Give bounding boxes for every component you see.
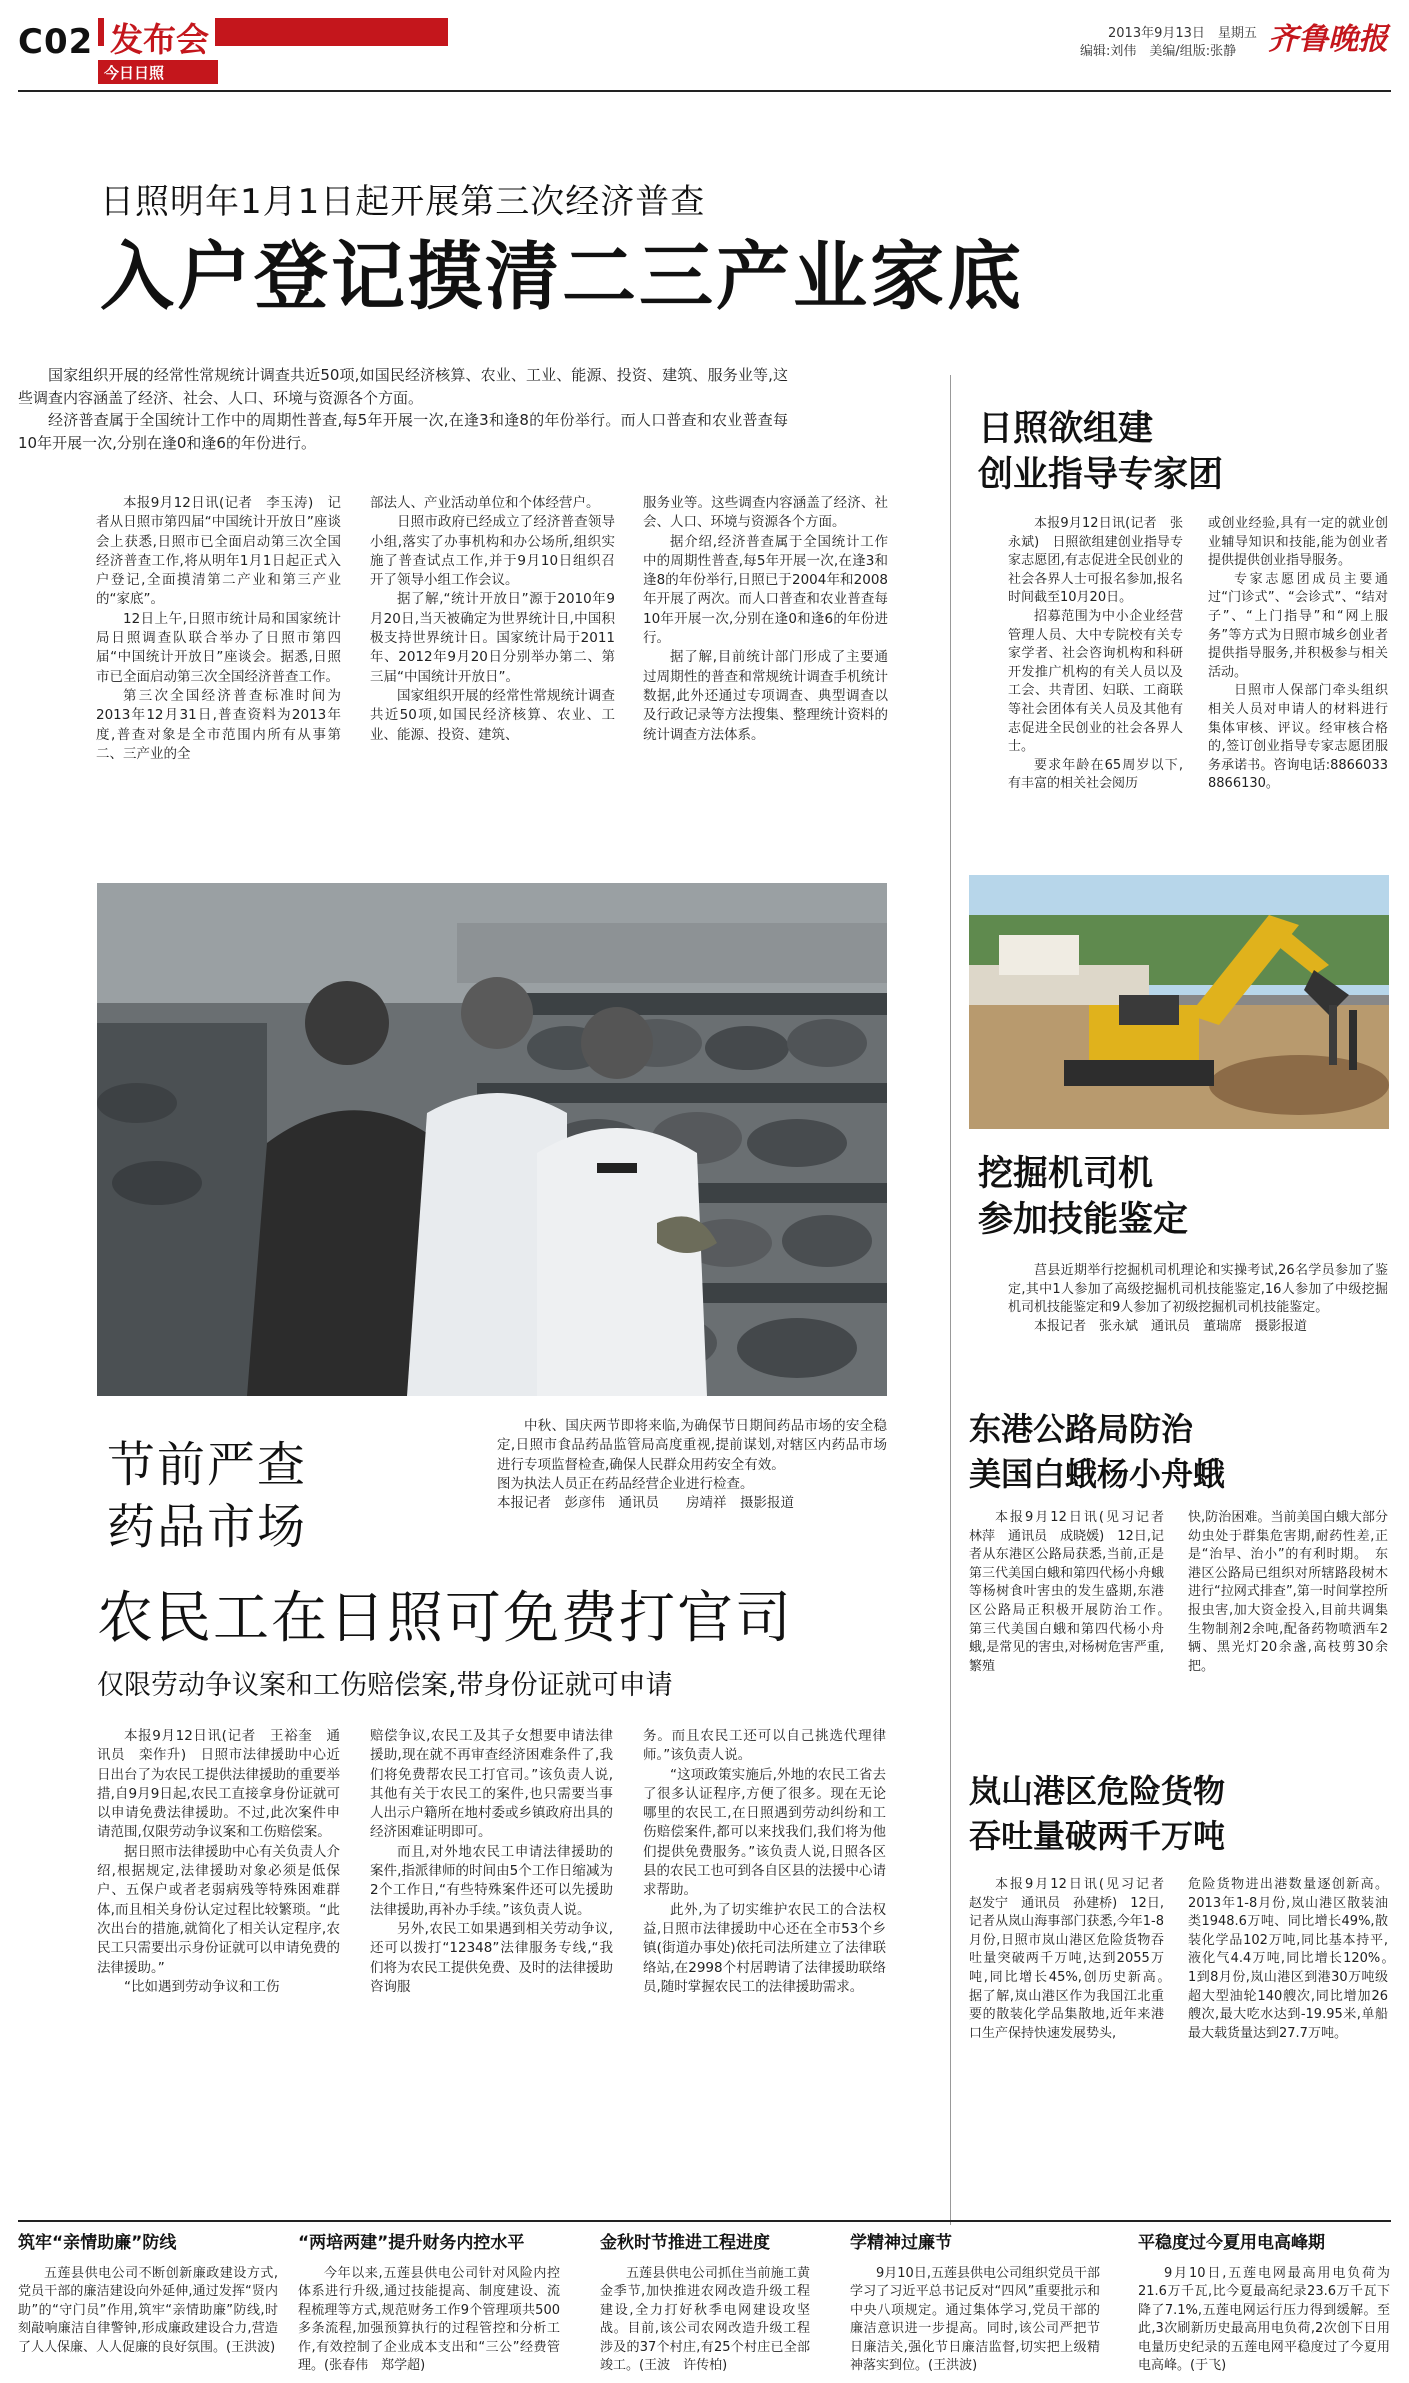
lead-paragraph-1: 国家组织开展的经常性常规统计调查共近50项,如国民经济核算、农业、工业、能源、投资、建筑、服务业等,这些调查内容涵盖了经济、社会、人口、环境与资源各个方面。 (18, 366, 788, 407)
expert-col1-p2: 招募范围为中小企业经营管理人员、大中专院校有关专家学者、社会咨询机构和科研开发推广机构的有关人员以及工会、共青团、妇联、工商联等社会团体有关人员及其他有志促进全民创业的社会各界人士。 (1008, 608, 1183, 755)
legal-col3-p1: 务。而且农民工还可以自己挑选代理律师。”该负责人说。 (643, 1728, 886, 1764)
excavator-photo-image (969, 875, 1389, 1129)
expert-col1-p1: 本报9月12日讯(记者 张永斌) 日照欲组建创业指导专家志愿团,有志促进全民创业的社会各界人士可报名参加,报名时间截至10月20日。 (1008, 516, 1183, 606)
legal-col2-p3: 另外,农民工如果遇到相关劳动争议,还可以拨打“12348”法律服务专线,“我们将为农民工提供免费、及时的法律援助咨询服 (370, 1920, 613, 1995)
expert-col2-p1: 或创业经验,具有一定的就业创业辅导知识和技能,能为创业者提供提供创业指导服务。 (1208, 516, 1388, 569)
bottom-brief-4-body: 9月10日,五莲县供电公司组织党员干部学习了习近平总书记反对“四风”重要批示和中央八项规定。通过集体学习,党员干部的廉洁意识进一步提高。同时,该公司严把节日廉洁关,强化节日廉洁监督,切实把上级精神落实到位。(王洪波) (850, 2266, 1100, 2374)
expert-col2-p2: 专家志愿团成员主要通过“门诊式”、“会诊式”、“结对子”、“上门指导”和“网上服务”等方式为日照市城乡创业者提供指导服务,并积极参与相关活动。 (1208, 571, 1388, 680)
legal-col-2 (370, 1727, 613, 1997)
main-col1-p3: 第三次全国经济普查标准时间为2013年12月31日,普查资料为2013年度,普查对象是全市范围内所有从事第二、三产业的全 (96, 687, 341, 762)
bottom-brief-3-title: 金秋时节推进工程进度 (600, 2233, 770, 2253)
port-headline-line2: 吞吐量破两千万吨 (969, 1817, 1226, 1855)
expert-headline-line1: 日照欲组建 (978, 409, 1154, 449)
legal-headline: 农民工在日照可免费打官司 (97, 1586, 793, 1651)
drug-caption (497, 1417, 887, 1513)
pest-headline-line1: 东港公路局防治 (969, 1410, 1194, 1448)
bottom-rule (18, 2220, 1391, 2222)
excavator-text (1008, 1262, 1388, 1336)
bottom-brief-1 (18, 2228, 278, 2357)
excavator-photo (969, 875, 1389, 1129)
bottom-brief-4 (850, 2228, 1100, 2375)
bottom-brief-2-title: “两培两建”提升财务内控水平 (298, 2233, 525, 2253)
legal-subhead: 仅限劳动争议案和工伤赔偿案,带身份证就可申请 (97, 1670, 673, 1701)
legal-col2-p1: 赔偿争议,农民工及其子女想要申请法律援助,现在就不再审查经济困难条件了,我们将免费帮农民工打官司。”该负责人说,其他有关于农民工的案件,也只需要当事人出示户籍所在地村委或乡镇政府出具的经济困难证明即可。 (370, 1728, 613, 1841)
port-col-1: 本报9月12日讯(见习记者 赵发宁 通讯员 孙建桥) 12日,记者从岚山海事部门获悉,今年1-8月份,日照市岚山港区危险货物吞吐量突破两千万吨,达到2055万吨,同比增长45%,创历史新高。 据了解,岚山港区作为我国江北重要的散装化学品集散地,近年来港口生产保持快速发展势头, (969, 1877, 1178, 2041)
drug-inspection-photo (97, 883, 887, 1396)
drug-headline-line2: 药品市场 (107, 1499, 308, 1555)
legal-col1-p2: 据日照市法律援助中心有关负责人介绍,根据规定,法律援助对象必须是低保户、五保户或者老弱病残等特殊困难群体,而且相关身份认定过程比较繁琐。“此次出台的措施,就简化了相关认定程序,农民工只需要出示身份证就可以申请免费的法律援助。” (97, 1843, 340, 1976)
bottom-brief-2-body: 今年以来,五莲县供电公司针对风险内控体系进行升级,通过技能提高、制度建设、流程梳理等方式,规范财务工作9个管理项共500多条流程,加强预算执行的过程管控和分析工作,有效控制了企业成本支出和“三公”经费管理。(张春伟 郑学超) (298, 2266, 560, 2374)
port-headline-line1: 岚山港区危险货物 (969, 1772, 1226, 1810)
legal-col-3 (643, 1727, 886, 1997)
main-kicker: 日照明年1月1日起开展第三次经济普查 (100, 182, 706, 222)
editors: 编辑:刘伟 美编/组版:张静 (1080, 44, 1237, 59)
port-col-2: 危险货物进出港数量逐创新高。2013年1-8月份,岚山港区散装油类1948.6万吨、同比增长49%,散装化学品102万吨,同比基本持平,液化气4.4万吨,同比增长120%。 1到8月份,岚山港区到港30万吨级超大型油轮140艘次,同比增加26艘次,最大吃水达到-19.95米,单船最大载货量达到27.7万吨。 (1188, 1877, 1402, 2041)
expert-col1-p3: 要求年龄在65周岁以下,有丰富的相关社会阅历 (1008, 757, 1183, 792)
page-header (0, 0, 1409, 90)
main-col2-p1: 部法人、产业活动单位和个体经营户。 (370, 495, 600, 511)
bottom-brief-1-body: 五莲县供电公司不断创新廉政建设方式,党员干部的廉洁建设向外延伸,通过发挥“贤内助”的“守门员”作用,筑牢“亲情助廉”防线,时刻敲响廉洁自律警钟,形成廉政建设合力,营造了人人保廉、人人促廉的良好氛围。(王洪波) (18, 2266, 278, 2355)
bottom-brief-4-title: 学精神过廉节 (850, 2233, 952, 2253)
right-col-divider (950, 375, 951, 2225)
section-title: 发布会 (104, 14, 215, 61)
pest-col-2: 快,防治困难。当前美国白蛾大部分幼虫处于群集危害期,耐药性差,正是“治早、治小”的有利时期。 东港区公路局已组织对所辖路段树木进行“拉网式排查”,第一时间掌控所报虫害,加大资金投入,目前共调集生物制剂2余吨,配备药物喷洒车2辆、黑光灯20余盏,高枝剪30余把。 (1188, 1510, 1388, 1674)
header-rule (18, 90, 1391, 92)
bottom-brief-3-body: 五莲县供电公司抓住当前施工黄金季节,加快推进农网改造升级工程建设,全力打好秋季电网建设攻坚战。目前,该公司农网改造升级工程涉及的37个村庄,有25个村庄已全部竣工。(王波 许传柏) (600, 2266, 810, 2374)
drug-inspection-photo-image (97, 883, 887, 1396)
masthead-logo: 齐鲁晚报 (1268, 22, 1388, 57)
issue-date: 2013年9月13日 星期五 (1108, 26, 1257, 41)
bottom-brief-2 (298, 2228, 560, 2375)
excavator-body: 莒县近期举行挖掘机司机理论和实操考试,26名学员参加了鉴定,其中1人参加了高级挖掘机司机技能鉴定,16人参加了中级挖掘机司机技能鉴定和9人参加了初级挖掘机司机技能鉴定。 (1008, 1263, 1388, 1316)
drug-credit: 本报记者 彭彦伟 通讯员 房靖祥 摄影报道 (497, 1495, 794, 1512)
main-col-2 (370, 494, 615, 745)
main-col1-p1: 本报9月12日讯(记者 李玉涛) 记者从日照市第四届“中国统计开放日”座谈会上获悉,日照市已全面启动第三次全国经济普查工作,将从明年1月1日起正式入户登记,全面摸清第二产业和第三产业的“家底”。 (96, 495, 341, 608)
pest-headline-line2: 美国白蛾杨小舟蛾 (969, 1455, 1226, 1493)
excavator-headline-line2: 参加技能鉴定 (978, 1200, 1189, 1240)
expert-col-1 (1008, 515, 1183, 794)
bottom-brief-3 (600, 2228, 810, 2375)
legal-col2-p2: 而且,对外地农民工申请法律援助的案件,指派律师的时间由5个工作日缩减为2个工作日,“有些特殊案件还可以先援助法律援助,再补办手续。”该负责人说。 (370, 1843, 613, 1918)
expert-headline-line2: 创业指导专家团 (978, 455, 1224, 495)
legal-col1-p3: “比如遇到劳动争议和工伤 (124, 1978, 280, 1995)
drug-caption-text: 中秋、国庆两节即将来临,为确保节日期间药品市场的安全稳定,日照市食品药品监管局高度重视,提前谋划,对辖区内药品市场进行专项监督检查,确保人民群众用药安全有效。 (497, 1418, 887, 1473)
excavator-headline-line1: 挖掘机司机 (978, 1154, 1154, 1194)
bottom-brief-5-title: 平稳度过今夏用电高峰期 (1138, 2233, 1325, 2253)
pest-col-1: 本报9月12日讯(见习记者 林萍 通讯员 成晓媛) 12日,记者从东港区公路局获悉,当前,正是第三代美国白蛾和第四代杨小舟蛾等杨树食叶害虫的发生盛期,东港区公路局正积极开展防治工作。 第三代美国白蛾和第四代杨小舟蛾,是常见的害虫,对杨树危害严重,繁殖 (969, 1510, 1178, 1674)
subsection-title: 今日日照 (104, 64, 165, 82)
main-col3-p3: 据了解,目前统计部门形成了主要通过周期性的普查和常规统计调查手机统计数据,此外还通过专项调查、典型调查以及行政记录等方法搜集、整理统计资料的统计调查方法体系。 (643, 649, 888, 743)
main-col3-p1: 服务业等。这些调查内容涵盖了经济、社会、人口、环境与资源各个方面。 (643, 495, 888, 531)
main-headline: 入户登记摸清二三产业家底 (100, 234, 1024, 320)
bottom-brief-5 (1138, 2228, 1390, 2375)
legal-col-1 (97, 1727, 340, 1997)
bottom-brief-5-body: 9月10日,五莲电网最高用电负荷为21.6万千瓦,比今夏最高纪录23.6万千瓦下降了7.1%,五莲电网运行压力得到缓解。至此,3次刷新历史最高用电负荷,2次创下日用电量历史纪录的五莲电网平稳度过了今夏用电高峰。(于飞) (1138, 2266, 1390, 2374)
main-col2-p4: 国家组织开展的经常性常规统计调查共近50项,如国民经济核算、农业、工业、能源、投资、建筑、 (370, 687, 615, 743)
legal-col1-p1: 本报9月12日讯(记者 王裕奎 通讯员 栾作升) 日照市法律援助中心近日出台了为农民工提供法律援助的重要举措,自9月9日起,农民工直接拿身份证就可以申请免费法律援助。不过,此次案件申请范围,仅限劳动争议案和工伤赔偿案。 (97, 1728, 340, 1841)
legal-col3-p3: 此外,为了切实维护农民工的合法权益,日照市法律援助中心还在全市53个乡镇(街道办事处)依托司法所建立了法律联络站,在2998个村居聘请了法律援助联络员,随时掌握农民工的法律援助需求。 (643, 1901, 886, 1995)
legal-col3-p2: “这项政策实施后,外地的农民工省去了很多认证程序,方便了很多。现在无论哪里的农民工,在日照遇到劳动纠纷和工伤赔偿案件,都可以来找我们,我们将为他们提供免费服务。”该负责人说,日照各区县的农民工也可到各自区县的法援中心请求帮助。 (643, 1766, 886, 1899)
main-col-1 (96, 494, 341, 764)
main-col2-p3: 据了解,“统计开放日”源于2010年9月20日,当天被确定为世界统计日,中国积极支持世界统计日。国家统计局于2011年、2012年9月20日分别举办第二、第三届“中国统计开放日”。 (370, 591, 615, 685)
main-col3-p2: 据介绍,经济普查属于全国统计工作中的周期性普查,每5年开展一次,在逢3和逢8的年份举行,日照已于2004年和2008年开展了两次。而人口普查和农业普查每10年开展一次,分别在逢0和逢6的年份进行。 (643, 533, 888, 647)
main-col1-p2: 12日上午,日照市统计局和国家统计局日照调查队联合举办了日照市第四届“中国统计开放日”座谈会。据悉,日照市已全面启动第三次全国经济普查工作。 (96, 610, 341, 685)
lead-text (18, 364, 788, 454)
page-code: C02 (18, 22, 94, 62)
main-col-3 (643, 494, 888, 745)
drug-headline-line1: 节前严查 (107, 1437, 308, 1493)
expert-col2-p3: 日照市人保部门牵头组织相关人员对申请人的材料进行集体审核、评议。经审核合格的,签订创业指导专家志愿团服务承诺书。咨询电话:8866033 8866130。 (1208, 683, 1388, 792)
expert-col-2 (1208, 515, 1388, 794)
lead-paragraph-2: 经济普查属于全国统计工作中的周期性普查,每5年开展一次,在逢3和逢8的年份举行。而人口普查和农业普查每10年开展一次,分别在逢0和逢6的年份进行。 (18, 411, 788, 452)
excavator-credit: 本报记者 张永斌 通讯员 董瑞席 摄影报道 (1034, 1318, 1308, 1334)
bottom-brief-1-title: 筑牢“亲情助廉”防线 (18, 2233, 177, 2253)
drug-caption-text-2: 图为执法人员正在药品经营企业进行检查。 (497, 1475, 754, 1492)
main-col2-p2: 日照市政府已经成立了经济普查领导小组,落实了办事机构和办公场所,组织实施了普查试点工作,并于9月10日组织召开了领导小组工作会议。 (370, 514, 615, 589)
